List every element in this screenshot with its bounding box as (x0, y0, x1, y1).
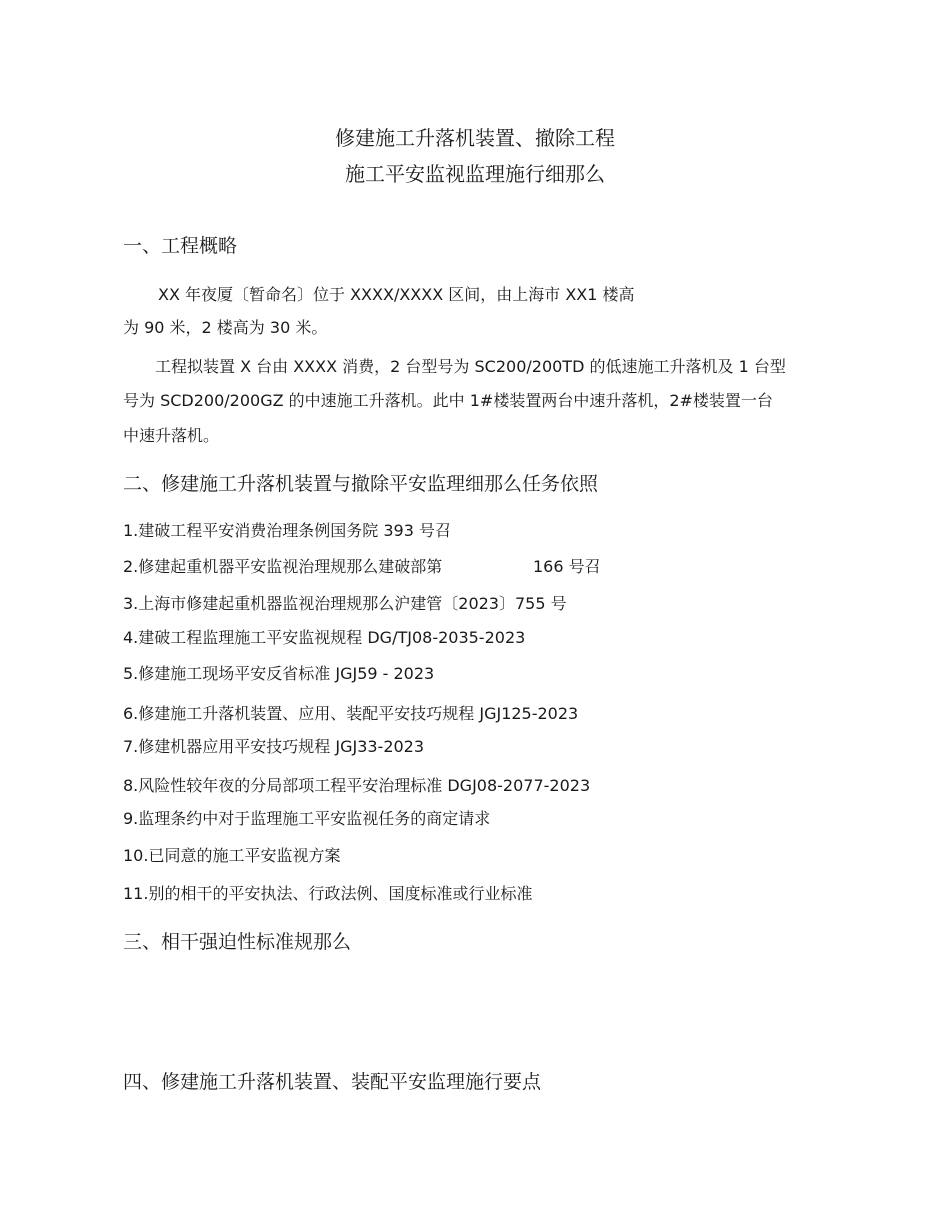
section-1-heading: 一、工程概略 (123, 235, 238, 257)
section-1-paragraph-2-line-2: 号为 SCD200/200GZ 的中速施工升落机。此中 1#楼装置两台中速升落机，2#楼装置一台 (123, 391, 773, 410)
basis-list-item-2-suffix: 166 号召 (533, 557, 601, 576)
basis-list-item: 2.修建起重机器平安监视治理规那么建破部第 (123, 557, 443, 576)
basis-list-item: 7.修建机器应用平安技巧规程 JGJ33-2023 (123, 737, 425, 756)
basis-list-item: 5.修建施工现场平安反省标准 JGJ59 - 2023 (123, 664, 435, 683)
section-2-heading: 二、修建施工升落机装置与撤除平安监理细那么任务依照 (123, 473, 599, 495)
section-4-heading: 四、修建施工升落机装置、装配平安监理施行要点 (123, 1071, 542, 1093)
basis-list-item: 1.建破工程平安消费治理条例国务院 393 号召 (123, 521, 451, 540)
basis-list-item: 9.监理条约中对于监理施工平安监视任务的商定请求 (123, 809, 491, 828)
basis-list-item: 4.建破工程监理施工平安监视规程 DG/TJ08-2035-2023 (123, 628, 526, 647)
section-1-paragraph-2-line-1: 工程拟装置 X 台由 XXXX 消费，2 台型号为 SC200/200TD 的低速施工升落机及 1 台型 (155, 357, 786, 376)
basis-list-item: 8.风险性较年夜的分局部项工程平安治理标准 DGJ08-2077-2023 (123, 776, 591, 795)
basis-list-item: 6.修建施工升落机装置、应用、装配平安技巧规程 JGJ125-2023 (123, 704, 579, 723)
section-1-paragraph-1-line-2: 为 90 米，2 楼高为 30 米。 (123, 318, 328, 337)
document-title-line-2: 施工平安监视监理施行细那么 (345, 162, 605, 186)
section-1-paragraph-2-line-3: 中速升落机。 (123, 426, 220, 445)
basis-list-item: 3.上海市修建起重机器监视治理规那么沪建管〔2023〕755 号 (123, 594, 567, 613)
section-3-heading: 三、相干强迫性标准规那么 (123, 931, 352, 953)
section-1-paragraph-1-line-1: XX 年夜厦〔暂命名〕位于 XXXX/XXXX 区间，由上海市 XX1 楼高 (158, 285, 635, 304)
document-title-line-1: 修建施工升落机装置、撤除工程 (335, 126, 615, 150)
basis-list-item: 11.别的相干的平安执法、行政法例、国度标准或行业标准 (123, 884, 533, 903)
basis-list-item: 10.已同意的施工平安监视方案 (123, 846, 341, 865)
